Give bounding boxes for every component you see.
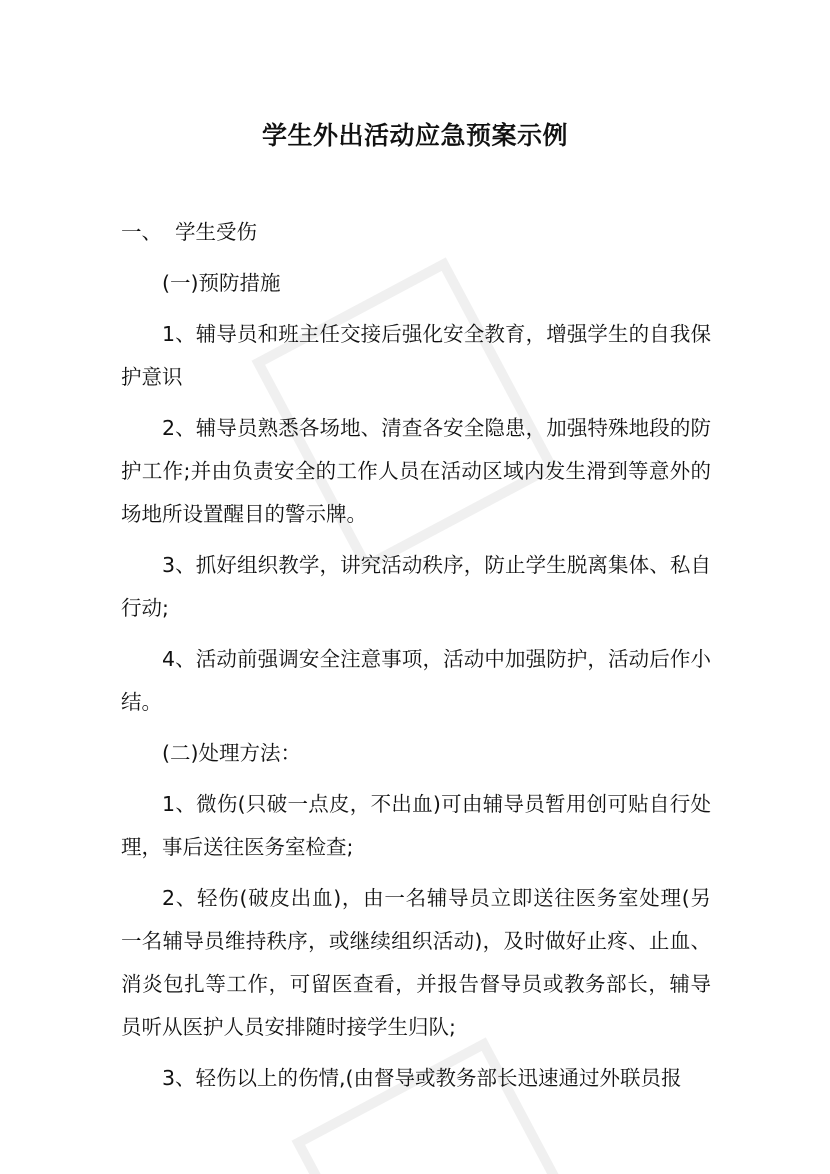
paragraph: 4、活动前强调安全注意事项，活动中加强防护，活动后作小结。 (121, 647, 711, 714)
paragraph: 3、抓好组织教学，讲究活动秩序，防止学生脱离集体、私自行动; (121, 553, 711, 620)
paragraph: 1、辅导员和班主任交接后强化安全教育，增强学生的自我保护意识 (121, 322, 711, 389)
paragraph: 2、辅导员熟悉各场地、清查各安全隐患，加强特殊地段的防护工作;并由负责安全的工作人员在活动区域内发生滑到等意外的场地所设置醒目的警示牌。 (121, 416, 711, 526)
subsection-heading-handling: (二)处理方法： (162, 741, 301, 765)
document-body (121, 211, 711, 1108)
page-title: 学生外出活动应急预案示例 (261, 121, 568, 150)
subsection-heading-prevention: (一)预防措施 (162, 271, 281, 295)
paragraph: 2、轻伤(破皮出血)，由一名辅导员立即送往医务室处理(另一名辅导员维持秩序，或继续组织活动)，及时做好止疼、止血、消炎包扎等工作，可留医查看，并报告督导员或教务部长，辅导员听从医护人员安排随时接学生归队; (121, 886, 711, 1039)
section-heading: 一、 学生受伤 (121, 220, 258, 244)
paragraph: 3、轻伤以上的伤情,(由督导或教务部长迅速通过外联员报 (162, 1066, 682, 1090)
paragraph: 1、微伤(只破一点皮，不出血)可由辅导员暂用创可贴自行处理，事后送往医务室检查; (121, 792, 711, 859)
